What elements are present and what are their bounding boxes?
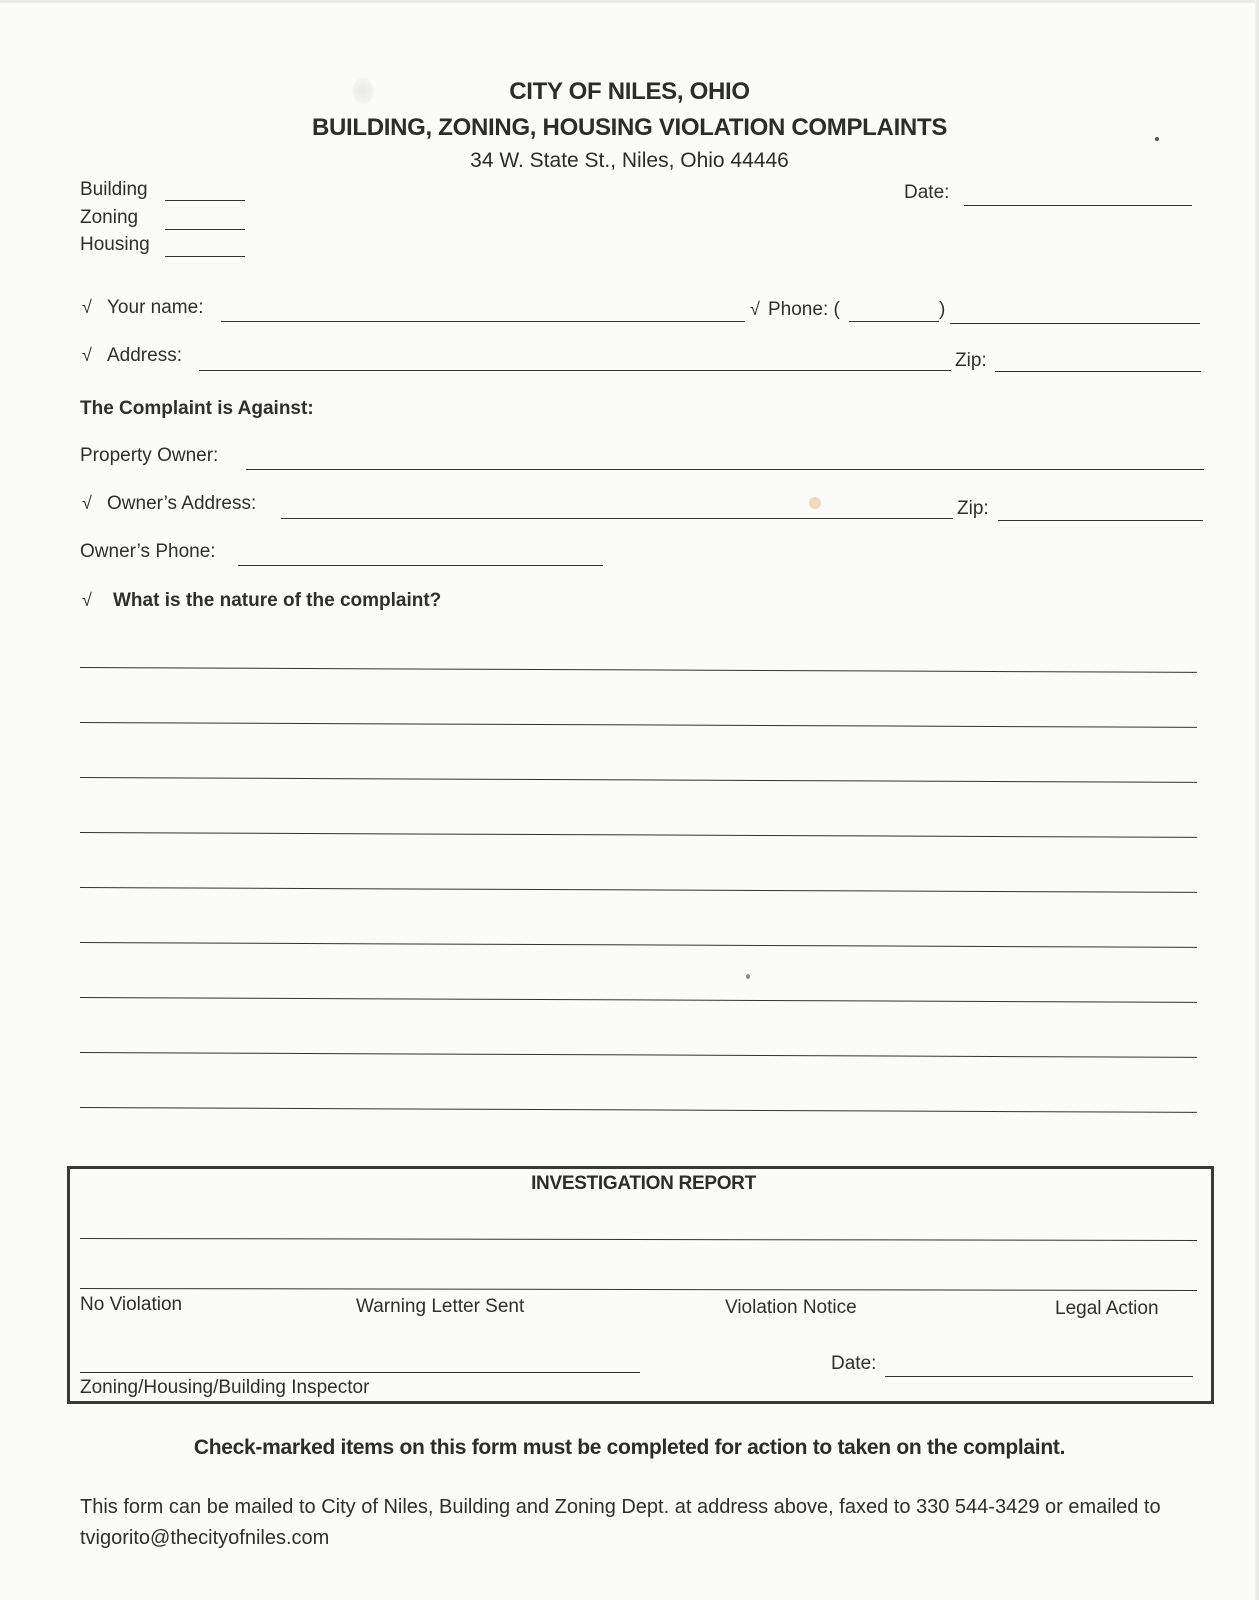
zoning-check-input[interactable]	[165, 208, 249, 228]
property-owner-input[interactable]	[246, 446, 1208, 468]
investigation-date-label: Date:	[831, 1353, 877, 1374]
area-code-input[interactable]	[849, 299, 946, 320]
required-check-icon: √	[82, 590, 92, 610]
name-label: Your name:	[107, 297, 204, 318]
investigation-date-line	[885, 1376, 1193, 1377]
investigation-date-input[interactable]	[885, 1353, 1197, 1375]
phone-input[interactable]	[950, 300, 1204, 322]
building-check-input[interactable]	[165, 180, 249, 200]
required-check-icon: √	[82, 297, 92, 317]
nature-line	[80, 1052, 1197, 1058]
page-edge	[1255, 0, 1259, 1600]
owner-address-label: Owner’s Address:	[107, 493, 257, 514]
zip-label: Zip:	[955, 350, 987, 371]
nature-input-9[interactable]	[80, 1082, 1201, 1106]
office-address: 34 W. State St., Niles, Ohio 44446	[470, 149, 789, 172]
date-label: Date:	[904, 182, 950, 203]
required-check-icon: √	[82, 345, 92, 365]
category-label: Zoning	[80, 207, 139, 228]
category-label: Housing	[80, 234, 150, 255]
area-code-line	[849, 321, 939, 322]
nature-input-7[interactable]	[80, 972, 1201, 996]
property-owner-line	[246, 469, 1204, 470]
nature-input-4[interactable]	[80, 807, 1201, 831]
nature-line	[80, 887, 1197, 893]
nature-line	[80, 997, 1197, 1003]
owner-zip-label: Zip:	[957, 498, 989, 519]
category-label: Building	[80, 179, 148, 200]
owner-zip-input[interactable]	[998, 497, 1207, 519]
category-blank	[165, 229, 245, 230]
owner-phone-input[interactable]	[238, 542, 607, 564]
outcome-no-violation[interactable]: No Violation	[80, 1294, 183, 1315]
owner-phone-label: Owner’s Phone:	[80, 541, 216, 562]
nature-input-2[interactable]	[80, 697, 1201, 721]
phone-label: Phone: (	[768, 299, 840, 320]
submission-instructions: This form can be mailed to City of Niles, Building and Zoning Dept. at address above, faxed to 330 544-3429 or emailed to tvigorito@thecityofniles.com	[80, 1496, 1161, 1549]
zip-line	[995, 371, 1201, 372]
page-edge	[0, 0, 1259, 3]
date-line	[964, 205, 1192, 206]
owner-zip-line	[998, 520, 1203, 521]
owner-phone-line	[238, 565, 603, 566]
date-input[interactable]	[964, 183, 1196, 204]
required-check-icon: √	[750, 299, 760, 319]
name-line	[221, 321, 745, 322]
outcome-warning-letter-sent[interactable]: Warning Letter Sent	[356, 1296, 525, 1317]
phone-line	[950, 323, 1200, 324]
name-input[interactable]	[221, 298, 749, 320]
property-owner-label: Property Owner:	[80, 445, 219, 466]
inspector-label: Zoning/Housing/Building Inspector	[80, 1377, 370, 1398]
owner-address-input[interactable]	[281, 494, 957, 517]
nature-line	[80, 942, 1197, 948]
required-fields-notice: Check-marked items on this form must be completed for action to taken on the complaint.	[193, 1436, 1066, 1459]
investigation-input-2[interactable]	[80, 1262, 1201, 1287]
zip-input[interactable]	[995, 349, 1205, 370]
nature-input-5[interactable]	[80, 862, 1201, 886]
address-input[interactable]	[199, 346, 955, 369]
housing-check-input[interactable]	[165, 235, 249, 255]
nature-line	[80, 777, 1197, 783]
outcome-legal-action[interactable]: Legal Action	[1055, 1298, 1159, 1319]
inspector-signature-input[interactable]	[80, 1348, 644, 1371]
nature-line	[80, 832, 1197, 838]
nature-line	[80, 1107, 1197, 1113]
investigation-input-1[interactable]	[80, 1212, 1201, 1237]
nature-question: What is the nature of the complaint?	[113, 590, 442, 611]
required-check-icon: √	[82, 493, 92, 513]
owner-address-line	[281, 518, 953, 519]
form-subtitle: BUILDING, ZONING, HOUSING VIOLATION COMPLAINTS	[311, 114, 948, 141]
nature-line	[80, 667, 1197, 673]
phone-close-paren: )	[939, 299, 946, 320]
inspector-signature-line	[80, 1372, 640, 1373]
nature-input-6[interactable]	[80, 917, 1201, 941]
investigation-title: INVESTIGATION REPORT	[531, 1173, 756, 1194]
against-heading: The Complaint is Against:	[80, 398, 314, 419]
nature-line	[80, 722, 1197, 728]
nature-input-1[interactable]	[80, 642, 1201, 666]
address-line	[199, 370, 951, 371]
outcome-violation-notice[interactable]: Violation Notice	[725, 1297, 857, 1318]
category-blank	[165, 200, 245, 201]
category-blank	[165, 256, 245, 257]
form-title: CITY OF NILES, OHIO	[509, 78, 750, 105]
address-label: Address:	[107, 345, 182, 366]
nature-input-3[interactable]	[80, 752, 1201, 776]
nature-input-8[interactable]	[80, 1027, 1201, 1051]
